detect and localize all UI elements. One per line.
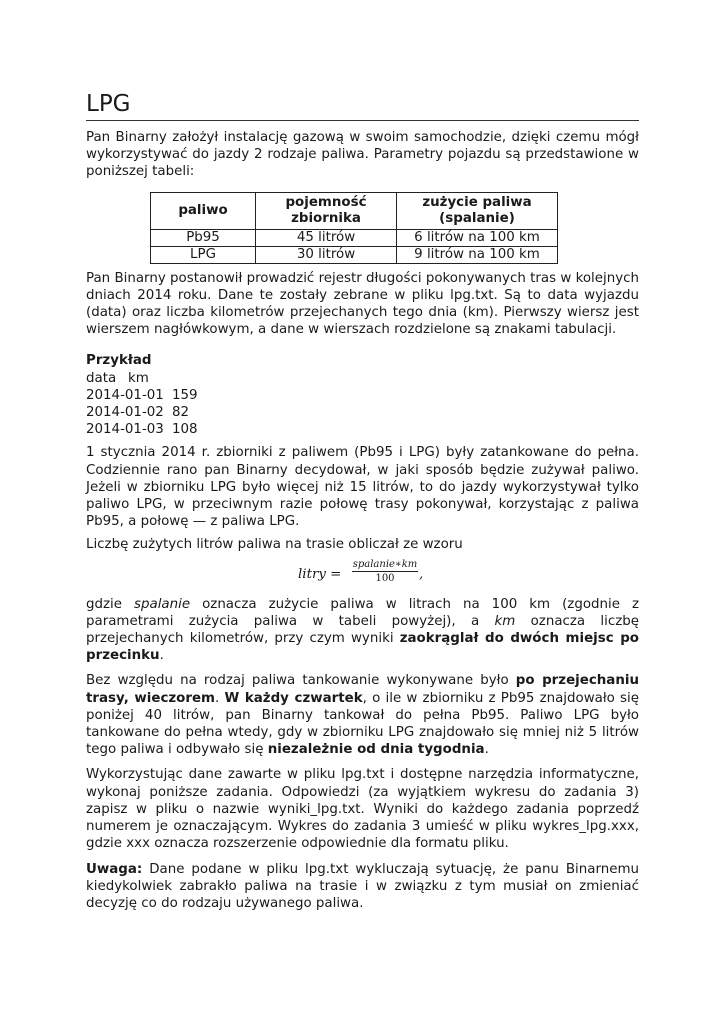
text-run-italic: km — [494, 613, 516, 629]
page-title: LPG — [86, 90, 639, 121]
table-cell: 6 litrów na 100 km — [397, 229, 558, 246]
formula-denominator: 100 — [375, 572, 395, 584]
document-page — [86, 90, 639, 912]
text-run: . — [484, 742, 489, 758]
text-run-bold: zaokrąglał do dwóch miejsc po przecinku — [86, 631, 639, 664]
text-run-bold: po przejechaniu trasy, wieczorem — [86, 673, 639, 706]
table-header-cell: zużycie paliwa (spalanie) — [397, 192, 558, 229]
text-run: . — [215, 690, 225, 706]
intro-paragraph: Pan Binarny założył instalację gazową w swoim samochodzie, dzięki czemu mógł wykorzystywać do jazdy 2 rodzaje paliwa. Parametry pojazdu są przedstawione w poniższej tabeli: — [86, 130, 639, 180]
table-cell: LPG — [151, 246, 256, 263]
example-km: 82 — [172, 405, 190, 421]
table-header-row — [151, 192, 558, 229]
table-cell: Pb95 — [151, 229, 256, 246]
formula-explanation-paragraph — [86, 596, 639, 665]
text-run: , o ile w zbiorniku z Pb95 znajdowało się poniżej 40 litrów, pan Binarny tankował do pełna Pb95. Paliwo LPG było tankowane do pełna wtedy, gdy w zbiorniku LPG znajdowało się mniej niż 5 litrów tego paliwa i odbywało się — [86, 690, 639, 758]
text-run: gdzie — [86, 596, 135, 612]
refueling-paragraph — [86, 672, 639, 758]
table-cell: 9 litrów na 100 km — [397, 246, 558, 263]
example-line — [86, 387, 639, 404]
text-run-italic: spalanie — [134, 596, 191, 612]
formula-fraction — [352, 558, 418, 585]
text-run: oznacza liczbę przejechanych kilometrów, przy czym wyniki — [86, 613, 639, 647]
text-run-bold: W każdy czwartek — [224, 690, 363, 706]
note-text: Dane podane w pliku lpg.txt wykluczają sytuację, że panu Binarnemu kiedykolwiek zabrakło paliwa na trasie i w związku z tym musiał on zmieniać decyzję co do rodzaju używanego paliwa. — [86, 861, 639, 911]
table-header-cell: paliwo — [151, 192, 256, 229]
formula-trail: , — [419, 566, 424, 582]
example-line — [86, 421, 639, 438]
task-instructions-paragraph: Wykorzystując dane zawarte w pliku lpg.txt i dostępne narzędzia informatyczne, wykonaj poniższe zadania. Odpowiedzi (za wyjątkiem wykresu do zadania 3) zapisz w pliku o nazwie wyniki_lpg.txt. Wyniki do każdego zadania poprzedź numerem je oznaczającym. Wykres do zadania 3 umieść w pliku wykres_lpg.xxx, gdzie xxx oznacza rozszerzenie odpowiednie dla formatu pliku. — [86, 767, 639, 852]
table-row — [151, 229, 558, 246]
example-km: 108 — [172, 422, 198, 438]
text-run: . — [159, 648, 164, 664]
example-date: 2014-01-02 — [86, 405, 164, 421]
formula-lhs: litry = — [298, 566, 342, 582]
formula-numerator: spalanie∗km — [352, 558, 418, 570]
example-header-line — [86, 370, 639, 387]
formula-intro-paragraph: Liczbę zużytych litrów paliwa na trasie obliczał ze wzoru — [86, 537, 463, 553]
note-label: Uwaga: — [86, 861, 143, 877]
data-description-paragraph: Pan Binarny postanowił prowadzić rejestr długości pokonywanych tras w kolejnych dniach 2014 roku. Dane te zostały zebrane w pliku lpg.txt. Są to data wyjazdu (data) oraz liczba kilometrów przejechanych tego dnia (km). Pierwszy wiersz jest wierszem nagłówkowym, a dane w wierszach rozdzielone są znakami tabulacji. — [86, 270, 639, 338]
example-col-km: km — [128, 370, 149, 386]
example-km: 159 — [172, 387, 198, 403]
example-col-data: data — [86, 370, 117, 386]
table-cell: 30 litrów — [256, 246, 397, 263]
rules-paragraph: 1 stycznia 2014 r. zbiorniki z paliwem (Pb95 i LPG) były zatankowane do pełna. Codziennie rano pan Binarny decydował, w jaki sposób będzie zużywał paliwo. Jeżeli w zbiorniku LPG było więcej niż 15 litrów, to do jazdy wykorzystywał tylko paliwo LPG, w przeciwnym razie połowę trasy pokonywał, korzystając z paliwa Pb95, a połowę — z paliwa LPG. — [86, 445, 639, 530]
fuel-parameters-table — [150, 192, 558, 264]
table-cell: 45 litrów — [256, 229, 397, 246]
example-line — [86, 404, 639, 421]
note-paragraph — [86, 861, 639, 913]
example-block — [86, 370, 639, 439]
text-run-bold: niezależnie od dnia tygodnia — [267, 742, 485, 758]
example-heading: Przykład — [86, 353, 152, 369]
text-run: Bez względu na rodzaj paliwa tankowanie wykonywane było — [86, 673, 516, 689]
example-date: 2014-01-01 — [86, 387, 164, 403]
fuel-formula — [298, 558, 639, 594]
table-row — [151, 246, 558, 263]
table-header-cell: pojemność zbiornika — [256, 192, 397, 229]
text-run: oznacza zużycie paliwa w litrach na 100 km (zgodnie z parametrami zużycia paliwa w tabeli powyżej), a — [86, 596, 640, 629]
example-date: 2014-01-03 — [86, 422, 164, 438]
